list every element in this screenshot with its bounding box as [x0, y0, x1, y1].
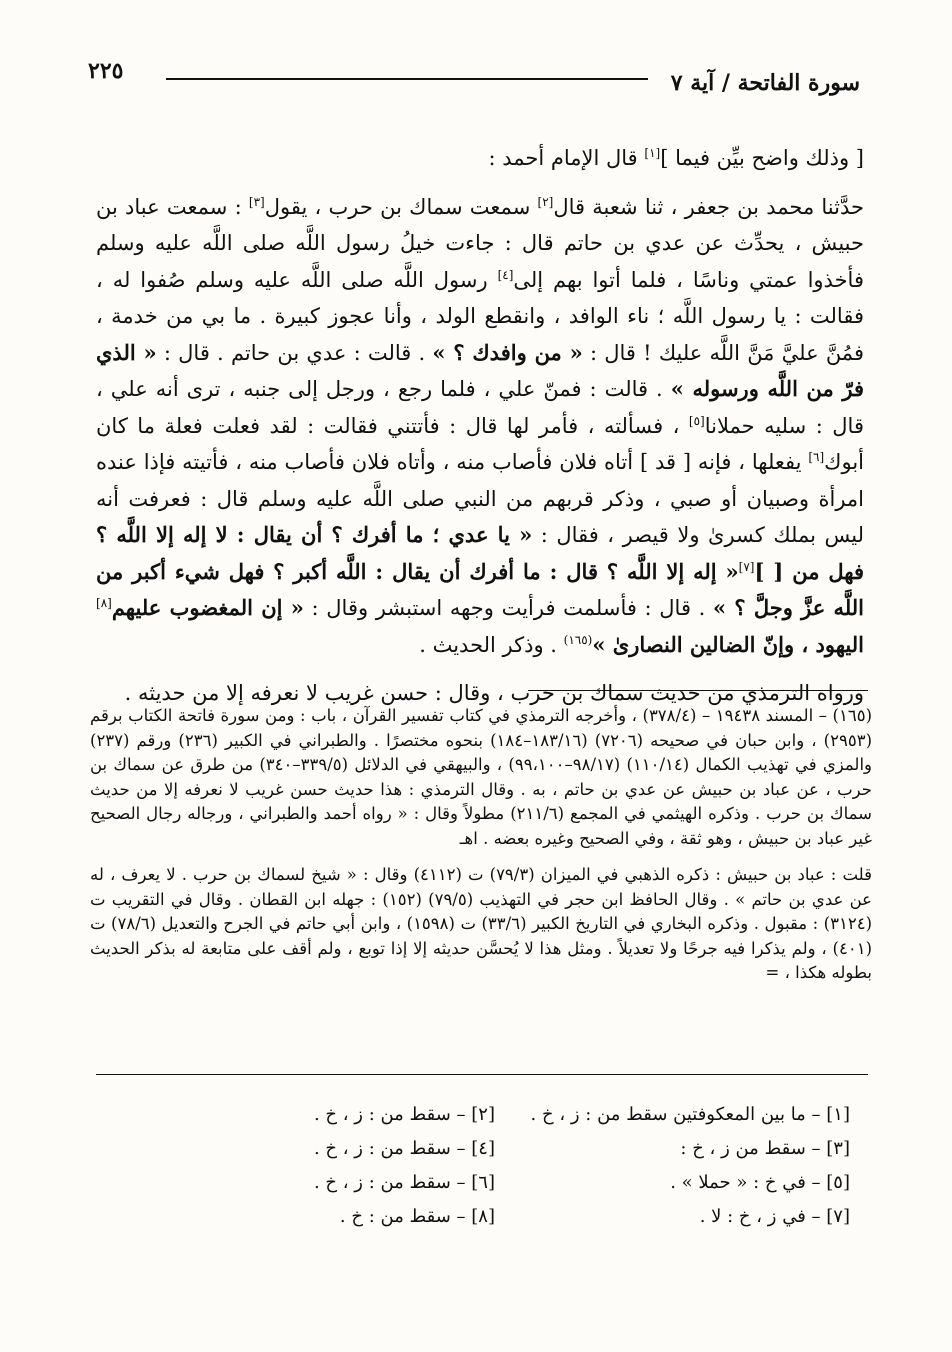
variant-item: [٧] – في ز ، خ : لا .: [699, 1206, 850, 1227]
prophet-quote: « إله إلا اللَّه ؟ قال : ما أفرك أن يقال : اللَّه أكبر ؟ فهل شيء أكبر من اللَّه عزَّ وجلَّ ؟ »: [96, 558, 865, 620]
hadith-text: سمعت سماك بن حرب ، يقول: [264, 194, 538, 219]
hadith-text: يفعلها ، فإنه [ قد ] أتاه فلان فأصاب منه ، وأتاه فلان فأصاب منه ، فأتيته فإذا عنده امرأة وصبيان أو صبي ، وذكر قربهم من النبي صلى اللَّه عليه وسلم قال : فعرفت أنه ليس بملك كسرىٰ ولا قيصر ، فقال :: [96, 450, 865, 547]
prophet-quote: « من وافدك ؟ »: [432, 339, 583, 365]
main-text: [96, 140, 864, 712]
hadith-text: . قالت : فمنّ علي ، فلما رجع ، ورجل إلى جنبه ، ترى أنه علي ، قال : سليه حملانا: [96, 377, 864, 438]
variant-item: [٣] – سقط من ز ، خ :: [680, 1138, 850, 1159]
variant-item: [٦] – سقط من : ز ، خ .: [313, 1172, 495, 1193]
variant-ref-1: [١]: [644, 146, 661, 160]
variant-ref-3: [٣]: [248, 194, 265, 209]
hadith-text: رسول اللَّه صلى اللَّه عليه وسلم صُفوا له ، فقالت : يا رسول اللَّه ؛ ناء الوافد ، وانقطع الولد ، وأنا عجوز كبيرة . ما بي من خدمة ، فمُنَّ عليَّ مَنَّ اللَّه عليك ! قال :: [96, 267, 864, 365]
variant-ref-6: [٦]: [808, 450, 825, 464]
hadith-text: . قالت : عدي بن حاتم . قال :: [156, 340, 433, 365]
footnote-separator: [528, 690, 868, 691]
intro-paragraph: [96, 140, 864, 177]
variant-item: [٨] – سقط من : خ .: [339, 1206, 495, 1227]
commentary-notes: [90, 704, 872, 986]
prophet-quote: اليهود ، وإنّ الضالين النصارىٰ »: [592, 631, 864, 657]
hadith-text: ، فسألته ، فأمر لها قال : فأتتني فقالت : لقد فعلت فعلة ما كان أبوك: [96, 413, 864, 474]
footnote-abbad: قلت : عباد بن حبيش : ذكره الذهبي في الميزان (٧٩/٣) ت (٤١١٢) وقال : « شيخ لسماك بن حرب . لا يعرف ، له عن عدي بن حاتم » . وقال الحافظ ابن حجر في التهذيب (٧٩/٥) (١٥٢) : جهله ابن القطان . وقال في التقريب ت (٣١٢٤) : مقبول . وذكره البخاري في التاريخ الكبير (٣٣/٦) ت (١٥٩٨) ، وابن أبي حاتم في الجرح والتعديل (٧٨/٦) ت (٤٠١) ، ولم يذكرا فيه جرحًا ولا تعديلاً . ومثل هذا لا يُحسَّن حديثه إلا إذا توبع ، ولم أقف على متابعة له بذكر الحديث بطوله هكذا ، =: [90, 865, 872, 982]
hadith-text: حدَّثنا محمد بن جعفر ، ثنا شعبة قال: [553, 194, 864, 219]
page-number: ٢٢٥: [88, 58, 124, 84]
variant-ref-5: [٥]: [688, 413, 705, 428]
intro-after-text: قال الإمام أحمد :: [488, 146, 645, 170]
prophet-quote: « الذي فرّ من اللَّه ورسوله »: [96, 339, 865, 401]
page-header: [88, 58, 860, 108]
hadith-paragraph: [96, 189, 864, 664]
variant-ref-2: [٢]: [537, 194, 554, 209]
closing-paragraph: ورواه الترمذي من حديث سماك بن حرب ، وقال : حسن غريب لا نعرفه إلا من حديثه .: [124, 681, 864, 705]
hadith-text: . وذكر الحديث .: [419, 632, 564, 657]
hadith-text: . قال : فأسلمت فرأيت وجهه استبشر وقال :: [303, 596, 713, 620]
variant-item: [٤] – سقط من : ز ، خ .: [313, 1138, 495, 1159]
hadith-text: : سمعت عباد بن حبيش ، يحدِّث عن عدي بن حاتم قال : جاءت خيلُ رسول اللَّه صلى اللَّه عليه وسلم فأخذوا عمتي وناسًا ، فلما أتوا بهم إلى: [96, 194, 864, 292]
prophet-quote: « إن المغضوب عليهم: [111, 595, 304, 620]
variant-ref-8: [٨]: [96, 596, 112, 610]
footnote-165: (١٦٥) – المسند ١٩٤٣٨ – (٣٧٨/٤) ، وأخرجه الترمذي في كتاب تفسير القرآن ، باب : ومن سورة فاتحة الكتاب برقم (٢٩٥٣) ، وابن حبان في صحيحه (٧٢٠٦) (١٨٣/١٦–١٨٤) بنحوه مختصرًا . والطبراني في الكبير (٢٣٦) ورقم (٢٣٧) والمزي في تهذيب الكمال (١١٠/١٤) (٩٨/١٧–٩٩،١٠٠) ، والبيهقي في الدلائل (٣٣٩/٥–٣٤٠) من طرق عن سماك بن حرب ، عن عباد بن حبيش عن عدي بن حاتم ، به . وقال الترمذي : هذا حديث حسن غريب لا نعرفه إلا من حديث سماك بن حرب . وذكره الهيثمي في المجمع (٢١١/٦) مطولاً وقال : « رواه أحمد والطبراني ، ورجاله رجال الصحيح غير عباد بن حبيش ، وهو ثقة ، وفي الصحيح وغيره بعضه . اهـ: [90, 706, 873, 848]
header-rule: [166, 78, 648, 80]
variants-separator: [96, 1074, 868, 1075]
prophet-quote: « يا عدي ؛ ما أفرك ؟ أن يقال : لا إله إلا اللَّه ؟ فهل من [ ]: [96, 522, 864, 584]
variant-item: [٥] – في خ : « حملا » .: [670, 1172, 850, 1193]
footnote-ref-165: (١٦٥): [563, 632, 593, 647]
variant-item: [١] – ما بين المعكوفتين سقط من : ز ، خ .: [530, 1104, 850, 1125]
variant-readings: [170, 1098, 850, 1234]
variant-ref-7: [٧]: [738, 559, 755, 574]
variant-ref-4: [٤]: [497, 267, 514, 282]
intro-text: [ وذلك واضح بيِّن فيما ]: [660, 146, 864, 170]
variant-item: [٢] – سقط من : ز ، خ .: [313, 1104, 495, 1125]
surah-title: سورة الفاتحة / آية ٧: [670, 70, 860, 96]
